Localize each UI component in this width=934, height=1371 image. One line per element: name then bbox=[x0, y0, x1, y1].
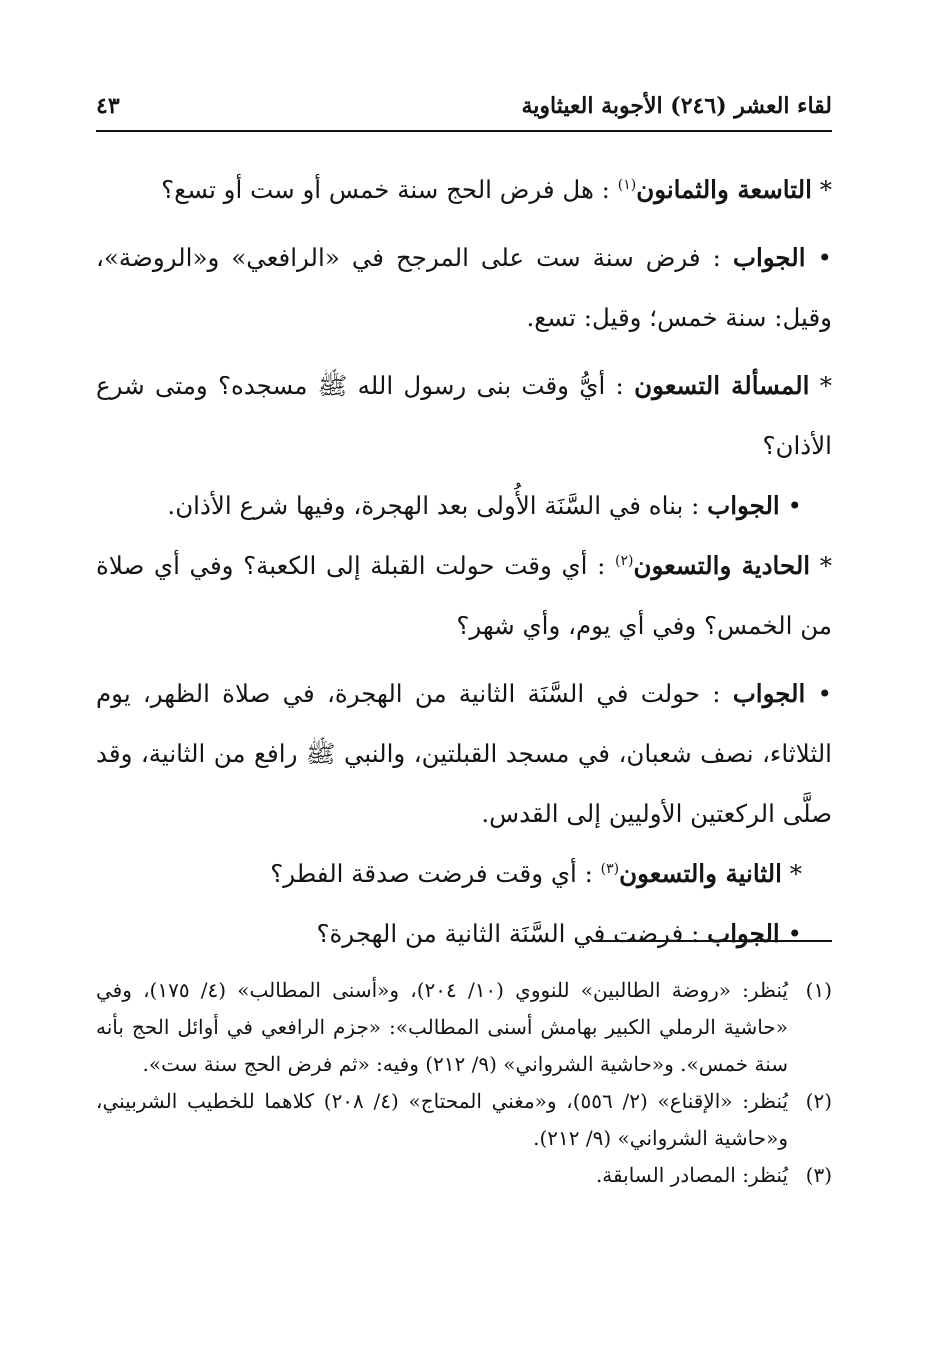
running-header bbox=[96, 86, 832, 126]
answer-heading: الجواب bbox=[732, 243, 806, 272]
footnote-number: (٢) bbox=[805, 1089, 832, 1113]
footnote-text: يُنظر: المصادر السابقة. bbox=[595, 1163, 788, 1187]
page-number: ٤٣ bbox=[96, 93, 120, 119]
question-90 bbox=[96, 356, 832, 476]
question-text: : أي وقت فرضت صدقة الفطر؟ bbox=[270, 859, 593, 888]
answer-92 bbox=[96, 904, 832, 964]
star-marker: * bbox=[819, 175, 832, 204]
star-marker: * bbox=[819, 551, 832, 580]
answer-90 bbox=[96, 476, 832, 536]
question-text: : أيُّ وقت بنى رسول الله ﷺ مسجده؟ ومتى شرع الأذان؟ bbox=[96, 371, 832, 460]
footnotes bbox=[96, 972, 832, 1194]
answer-text: : بناه في السَّنَة الأُولى بعد الهجرة، وفيها شرع الأذان. bbox=[167, 491, 700, 520]
question-heading: التاسعة والثمانون bbox=[636, 175, 812, 204]
answer-heading: الجواب bbox=[707, 491, 780, 520]
answer-heading: الجواب bbox=[707, 919, 780, 948]
answer-text: : حولت في السَّنَة الثانية من الهجرة، في صلاة الظهر، يوم الثلاثاء، نصف شعبان، في مسجد القبلتين، والنبي ﷺ رافع من الثانية، وقد صلَّى الركعتين الأوليين إلى القدس. bbox=[96, 679, 832, 828]
footnote-text: يُنظر: «الإقناع» (٢/ ٥٥٦)، و«مغني المحتاج» (٤/ ٢٠٨) كلاهما للخطيب الشربيني، و«حاشية الشرواني» (٩/ ٢١٢). bbox=[96, 1089, 789, 1150]
question-92 bbox=[96, 844, 832, 904]
answer-heading: الجواب bbox=[732, 679, 806, 708]
bullet-marker: • bbox=[817, 243, 832, 272]
bullet-marker: • bbox=[817, 679, 832, 708]
footnote-number: (٣) bbox=[805, 1163, 832, 1187]
bullet-marker: • bbox=[787, 919, 802, 948]
footnote-2 bbox=[96, 1083, 832, 1157]
star-marker: * bbox=[789, 859, 802, 888]
main-text bbox=[96, 160, 832, 964]
footnote-1 bbox=[96, 972, 832, 1083]
footnote-number: (١) bbox=[805, 978, 832, 1002]
answer-text: : فرض سنة ست على المرجح في «الرافعي» و«الروضة»، وقيل: سنة خمس؛ وقيل: تسع. bbox=[96, 243, 832, 332]
question-heading: الحادية والتسعون bbox=[633, 551, 811, 580]
question-heading: الثانية والتسعون bbox=[619, 859, 782, 888]
star-marker: * bbox=[819, 371, 832, 400]
question-text: : هل فرض الحج سنة خمس أو ست أو تسع؟ bbox=[161, 175, 610, 204]
bullet-marker: • bbox=[787, 491, 802, 520]
question-text: : أي وقت حولت القبلة إلى الكعبة؟ وفي أي صلاة من الخمس؟ وفي أي يوم، وأي شهر؟ bbox=[96, 551, 832, 640]
question-heading: المسألة التسعون bbox=[634, 371, 810, 400]
footnote-divider bbox=[596, 940, 832, 942]
footnote-ref-2[interactable]: (٢) bbox=[615, 552, 634, 569]
answer-91 bbox=[96, 664, 832, 844]
answer-89 bbox=[96, 228, 832, 348]
footnote-text: يُنظر: «روضة الطالبين» للنووي (١٠/ ٢٠٤)، و«أسنى المطالب» (٤/ ١٧٥)، وفي «حاشية الرملي الكبير بهامش أسنى المطالب»: «جزم الرافعي في أوائل الحج بأنه سنة خمس». و«حاشية الشرواني» (٩/ ٢١٢) وفيه: «ثم فرض الحج سنة ست». bbox=[96, 978, 788, 1076]
running-title: لقاء العشر (٢٤٦) الأجوبة العيثاوية bbox=[521, 93, 832, 119]
footnote-ref-1[interactable]: (١) bbox=[617, 176, 637, 193]
header-divider bbox=[96, 130, 832, 132]
answer-text: : فرضت في السَّنَة الثانية من الهجرة؟ bbox=[316, 919, 700, 948]
question-89 bbox=[96, 160, 832, 220]
footnote-ref-3[interactable]: (٣) bbox=[600, 860, 620, 877]
footnote-3 bbox=[96, 1157, 832, 1194]
question-91 bbox=[96, 536, 832, 656]
